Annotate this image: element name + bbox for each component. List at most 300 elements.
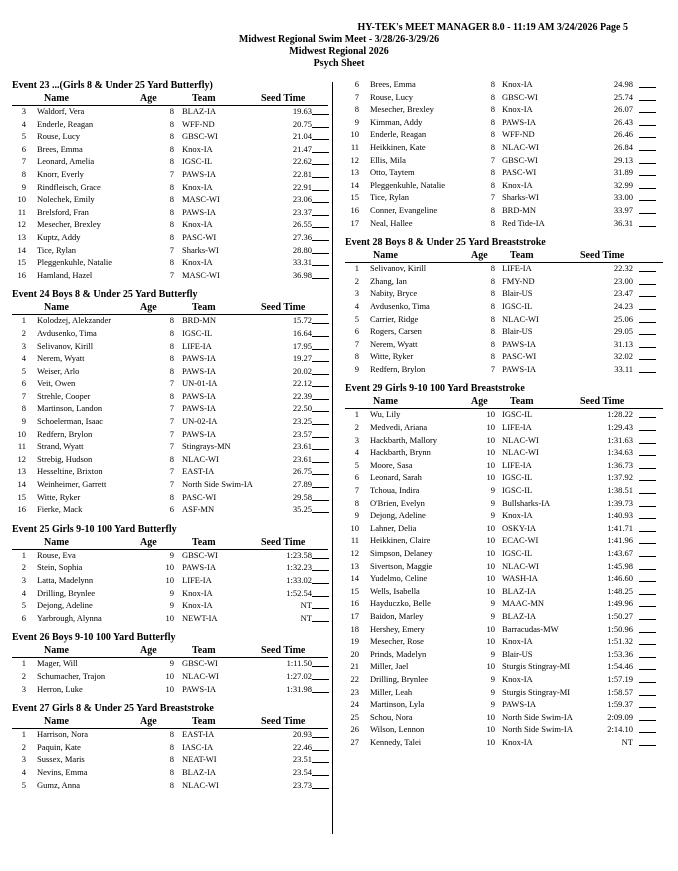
entry-name: Yudelmo, Celine: [370, 573, 428, 584]
entry-row: [345, 275, 663, 288]
entry-rank: 12: [17, 219, 26, 230]
entry-age: 8: [169, 181, 174, 192]
entry-rank: 1: [354, 409, 359, 420]
entry-team: Blair-US: [502, 648, 533, 659]
entry-name: Otto, Taytem: [370, 167, 415, 178]
result-blank-line: [639, 175, 656, 176]
entry-name: Selivanov, Kirill: [37, 340, 94, 351]
entry-rank: 13: [17, 231, 26, 242]
entry-row: [12, 415, 328, 428]
result-blank-line: [312, 621, 329, 622]
entry-name: Dejong, Adeline: [37, 600, 93, 611]
entry-rank: 6: [354, 326, 359, 337]
entry-name: Drilling, Brynlee: [370, 673, 429, 684]
column-header-row: [12, 645, 328, 657]
entry-name: Rouse, Eva: [37, 549, 76, 560]
entry-age: 8: [490, 351, 495, 362]
entry-team: Knox-IA: [502, 673, 533, 684]
column-header-row: [12, 302, 328, 314]
result-blank-line: [312, 411, 329, 412]
entry-team: Knox-IA: [182, 181, 213, 192]
event-title: Event 25 Girls 9-10 100 Yard Butterfly: [12, 523, 177, 535]
entry-age: 7: [169, 479, 174, 490]
result-blank-line: [312, 775, 329, 776]
seed-time-header: Seed Time: [261, 645, 306, 657]
entry-age: 8: [169, 327, 174, 338]
result-blank-line: [312, 114, 329, 115]
entry-age: 9: [490, 598, 495, 609]
entry-rank: 16: [17, 504, 26, 515]
entry-age: 8: [169, 491, 174, 502]
entry-name: Paquin, Kate: [37, 741, 81, 752]
entry-row: [345, 78, 663, 91]
result-blank-line: [639, 87, 656, 88]
entry-row: [345, 91, 663, 104]
entry-rank: 5: [354, 313, 359, 324]
entry-row: [345, 179, 663, 192]
entry-seed-time: 15.72: [292, 315, 312, 326]
result-blank-line: [312, 265, 329, 266]
entry-team: IGSC-IL: [502, 409, 533, 420]
result-blank-line: [639, 745, 656, 746]
entry-name: Hayduczko, Belle: [370, 598, 431, 609]
entry-rank: 25: [350, 711, 359, 722]
entry-rank: 20: [350, 648, 359, 659]
entry-row: [12, 130, 328, 143]
entry-name: Avdusenko, Tima: [37, 327, 97, 338]
entry-rank: 3: [21, 683, 26, 694]
entry-rank: 15: [17, 257, 26, 268]
entry-rank: 8: [354, 497, 359, 508]
result-blank-line: [312, 278, 329, 279]
entry-name: Witte, Ryker: [370, 351, 414, 362]
entry-row: [345, 560, 663, 573]
entry-team: PAWS-IA: [182, 428, 216, 439]
entry-age: 7: [490, 154, 495, 165]
entry-team: WFF-ND: [182, 118, 215, 129]
entry-rank: 8: [21, 168, 26, 179]
entry-rank: 5: [21, 131, 26, 142]
result-blank-line: [639, 200, 656, 201]
report-title: Psych Sheet: [313, 58, 365, 69]
column-header-row: [345, 396, 663, 408]
entry-rank: 16: [350, 204, 359, 215]
entry-row: [12, 218, 328, 231]
entry-row: [345, 660, 663, 673]
entry-team: PASC-WI: [182, 231, 217, 242]
entry-seed-time: 2:14.10: [607, 724, 633, 735]
entry-seed-time: 1:41.71: [607, 522, 633, 533]
entry-age: 7: [169, 466, 174, 477]
entry-rank: 1: [21, 315, 26, 326]
entry-team: LIFE-IA: [502, 263, 532, 274]
name-header: Name: [373, 396, 398, 408]
entry-team: Red Tide-IA: [502, 217, 545, 228]
result-blank-line: [639, 322, 656, 323]
entry-rank: 7: [21, 390, 26, 401]
entry-seed-time: 33.00: [613, 192, 633, 203]
entry-team: NLAC-WI: [182, 670, 219, 681]
age-header: Age: [140, 645, 157, 657]
entry-row: [345, 471, 663, 484]
entry-rank: 27: [350, 736, 359, 747]
entry-rank: 18: [350, 623, 359, 634]
entry-rank: 3: [21, 340, 26, 351]
entry-seed-time: 24.98: [613, 79, 633, 89]
entry-age: 8: [490, 167, 495, 178]
entry-name: Martinson, Lyla: [370, 699, 425, 710]
entry-row: [12, 465, 328, 478]
entry-seed-time: 23.51: [292, 754, 312, 765]
entry-seed-time: 1:27.02: [286, 670, 312, 681]
entry-rank: 2: [354, 275, 359, 286]
entry-age: 10: [486, 623, 495, 634]
entry-row: [12, 683, 328, 696]
entry-team: Knox-IA: [502, 636, 533, 647]
entry-row: [345, 597, 663, 610]
entry-row: [345, 673, 663, 686]
entry-seed-time: 31.89: [613, 167, 633, 178]
entry-rank: 14: [17, 479, 26, 490]
entry-team: IGSC-IL: [502, 472, 533, 483]
age-header: Age: [140, 536, 157, 548]
entry-rank: 22: [350, 673, 359, 684]
entry-age: 9: [490, 673, 495, 684]
entry-name: Conner, Evangeline: [370, 204, 438, 215]
entry-seed-time: 1:34.63: [607, 447, 633, 458]
entry-rank: 2: [21, 327, 26, 338]
result-blank-line: [639, 455, 656, 456]
entry-rank: 14: [350, 573, 359, 584]
result-blank-line: [639, 606, 656, 607]
result-blank-line: [312, 462, 329, 463]
result-blank-line: [639, 732, 656, 733]
result-blank-line: [639, 493, 656, 494]
entry-name: Kennedy, Talei: [370, 736, 422, 747]
entry-team: FMY-ND: [502, 275, 535, 286]
result-blank-line: [639, 188, 656, 189]
entry-name: Heikkinen, Claire: [370, 535, 431, 546]
entry-seed-time: 20.75: [292, 118, 312, 129]
entry-team: LIFE-IA: [502, 422, 532, 433]
result-blank-line: [312, 190, 329, 191]
entry-age: 10: [165, 562, 174, 573]
entry-row: [12, 105, 328, 118]
team-header: Team: [192, 302, 216, 314]
seed-time-header: Seed Time: [261, 93, 306, 104]
entry-row: [12, 231, 328, 244]
entry-team: Sharks-WI: [182, 244, 219, 255]
entry-team: UN-01-IA: [182, 378, 218, 389]
entry-age: 10: [486, 560, 495, 571]
result-blank-line: [639, 531, 656, 532]
event-title: Event 24 Boys 8 & Under 25 Yard Butterfly: [12, 289, 198, 301]
entry-team: NLAC-WI: [502, 141, 539, 152]
entry-name: Witte, Ryker: [37, 491, 81, 502]
entry-seed-time: 2:09.09: [607, 711, 633, 722]
entry-row: [345, 204, 663, 217]
entry-rank: 6: [21, 612, 26, 623]
entry-row: [345, 572, 663, 585]
event-block: [12, 624, 328, 695]
entry-name: Nerem, Wyatt: [37, 353, 85, 364]
result-blank-line: [312, 227, 329, 228]
entry-seed-time: 33.11: [614, 363, 633, 374]
entry-seed-time: 23.54: [292, 766, 312, 777]
result-blank-line: [639, 417, 656, 418]
entry-row: [345, 350, 663, 363]
result-blank-line: [639, 518, 656, 519]
entry-team: GBSC-WI: [502, 91, 538, 102]
entry-team: PAWS-IA: [182, 403, 216, 414]
entry-rank: 3: [21, 106, 26, 116]
entry-seed-time: 22.62: [292, 156, 312, 167]
entry-row: [345, 534, 663, 547]
entry-team: Knox-IA: [502, 510, 533, 521]
result-blank-line: [639, 430, 656, 431]
entry-row: [345, 300, 663, 313]
entry-age: 10: [486, 661, 495, 672]
entry-team: Sharks-WI: [502, 192, 539, 203]
entry-name: Strehle, Cooper: [37, 390, 91, 401]
entry-age: 8: [169, 754, 174, 765]
entry-seed-time: 23.25: [292, 416, 312, 427]
entry-seed-time: 23.61: [292, 453, 312, 464]
entry-name: Strand, Wyatt: [37, 441, 84, 452]
entry-row: [12, 390, 328, 403]
entry-age: 7: [169, 441, 174, 452]
entry-name: Harrison, Nora: [37, 729, 88, 740]
result-blank-line: [639, 619, 656, 620]
entry-name: Latta, Madelynn: [37, 575, 94, 585]
entry-seed-time: 22.91: [292, 181, 312, 192]
result-blank-line: [312, 177, 329, 178]
entry-rank: 11: [350, 535, 359, 546]
result-blank-line: [312, 500, 329, 501]
entry-row: [12, 352, 328, 365]
entry-name: Neal, Hallee: [370, 217, 413, 228]
result-blank-line: [312, 737, 329, 738]
entry-seed-time: NT: [300, 600, 312, 611]
left-column: [12, 78, 328, 791]
result-blank-line: [312, 570, 329, 571]
entry-team: IGSC-IL: [502, 300, 533, 311]
entry-age: 10: [486, 422, 495, 433]
entry-seed-time: NT: [300, 612, 312, 623]
entry-seed-time: 36.31: [613, 217, 633, 228]
entry-age: 10: [486, 548, 495, 558]
result-blank-line: [639, 556, 656, 557]
entry-rank: 2: [21, 670, 26, 681]
entry-rank: 1: [354, 263, 359, 274]
entry-team: Barracudas-MW: [502, 623, 559, 634]
entry-name: Leonard, Sarah: [370, 472, 422, 483]
entry-row: [345, 262, 663, 275]
entry-age: 10: [165, 670, 174, 681]
result-blank-line: [312, 679, 329, 680]
entry-age: 10: [165, 612, 174, 623]
entry-row: [12, 549, 328, 562]
entry-seed-time: 1:36.73: [607, 459, 633, 470]
result-blank-line: [312, 202, 329, 203]
entry-seed-time: 32.02: [613, 351, 633, 362]
entry-row: [12, 440, 328, 453]
entry-team: PAWS-IA: [182, 168, 216, 179]
entry-name: Gumz, Anna: [37, 779, 80, 790]
entry-row: [12, 168, 328, 181]
result-blank-line: [312, 424, 329, 425]
entry-age: 10: [486, 409, 495, 420]
entry-team: PAWS-IA: [182, 206, 216, 217]
entry-rank: 12: [350, 154, 359, 165]
entry-name: Sussex, Maris: [37, 754, 85, 765]
team-header: Team: [192, 93, 216, 104]
entry-name: Mesecher, Brexley: [370, 104, 434, 115]
event-block: [345, 375, 663, 748]
entry-age: 10: [486, 535, 495, 546]
entry-team: NLAC-WI: [502, 447, 539, 458]
entry-age: 10: [486, 573, 495, 584]
entry-team: PAWS-IA: [182, 683, 216, 694]
entry-row: [345, 128, 663, 141]
entry-age: 8: [169, 118, 174, 129]
event-title: Event 26 Boys 9-10 100 Yard Butterfly: [12, 632, 176, 644]
entry-row: [345, 497, 663, 510]
entry-rank: 15: [350, 192, 359, 203]
entry-age: 8: [169, 257, 174, 268]
entry-name: Wilson, Lennon: [370, 724, 425, 735]
entry-seed-time: 24.23: [613, 300, 633, 311]
entry-row: [12, 503, 328, 516]
entry-rank: 6: [354, 472, 359, 483]
entry-age: 8: [169, 340, 174, 351]
team-header: Team: [192, 645, 216, 657]
result-blank-line: [639, 506, 656, 507]
result-blank-line: [639, 443, 656, 444]
entry-name: Veit, Owen: [37, 378, 76, 389]
entry-seed-time: 16.64: [292, 327, 312, 338]
entry-seed-time: 23.57: [292, 428, 312, 439]
entry-seed-time: 1:39.73: [607, 497, 633, 508]
seed-time-header: Seed Time: [580, 250, 625, 262]
entry-name: Kuptz, Addy: [37, 231, 81, 242]
entry-seed-time: 22.81: [292, 168, 312, 179]
entry-age: 8: [490, 116, 495, 127]
entry-team: ECAC-WI: [502, 535, 539, 546]
entry-age: 9: [490, 686, 495, 697]
entry-rank: 8: [354, 104, 359, 115]
team-header: Team: [192, 716, 216, 728]
entry-seed-time: 22.32: [613, 263, 633, 274]
entry-seed-time: NT: [621, 736, 633, 747]
entry-seed-time: 26.07: [613, 104, 633, 115]
entry-age: 9: [490, 510, 495, 521]
entry-age: 10: [486, 447, 495, 458]
entry-seed-time: 21.47: [292, 143, 312, 154]
entry-row: [12, 741, 328, 754]
entry-age: 7: [169, 416, 174, 427]
entry-row: [345, 736, 663, 749]
entry-seed-time: 1:28.22: [607, 409, 633, 420]
entry-name: Nevins, Emma: [37, 766, 88, 777]
entry-row: [12, 155, 328, 168]
entry-rank: 3: [354, 288, 359, 299]
entry-age: 8: [169, 131, 174, 142]
entry-row: [12, 365, 328, 378]
result-blank-line: [639, 334, 656, 335]
result-blank-line: [639, 480, 656, 481]
entry-team: BLAZ-IA: [502, 585, 536, 596]
entry-rank: 16: [350, 598, 359, 609]
entry-row: [345, 421, 663, 434]
result-blank-line: [639, 669, 656, 670]
entry-name: Moore, Sasa: [370, 459, 413, 470]
entry-rank: 9: [21, 181, 26, 192]
entry-name: Kolodzej, Alekzander: [37, 315, 112, 326]
entry-team: NEAT-WI: [182, 754, 217, 765]
entry-name: Zhang, Ian: [370, 275, 407, 286]
entry-age: 8: [490, 179, 495, 190]
entry-rank: 2: [354, 422, 359, 433]
result-blank-line: [312, 512, 329, 513]
entry-rank: 7: [354, 91, 359, 102]
entry-row: [12, 753, 328, 766]
entry-seed-time: 26.43: [613, 116, 633, 127]
report-header: [0, 0, 678, 70]
entry-rank: 10: [17, 428, 26, 439]
entry-team: Knox-IA: [502, 736, 533, 747]
entry-seed-time: 28.80: [292, 244, 312, 255]
age-header: Age: [471, 250, 488, 262]
entry-row: [12, 377, 328, 390]
entry-team: BRD-MN: [182, 315, 217, 326]
entry-name: Pleggenkuhle, Natalie: [37, 257, 113, 268]
entry-seed-time: 23.00: [613, 275, 633, 286]
result-blank-line: [312, 437, 329, 438]
entry-age: 8: [169, 729, 174, 740]
entry-name: Brees, Emma: [370, 79, 416, 89]
entry-team: IASC-IA: [182, 741, 214, 752]
entry-seed-time: 21.04: [292, 131, 312, 142]
entry-name: Redfern, Brylon: [37, 428, 93, 439]
entry-rank: 17: [350, 217, 359, 228]
entry-seed-time: 1:58.57: [607, 686, 633, 697]
entry-team: PAWS-IA: [502, 699, 536, 710]
entry-seed-time: 1:54.46: [607, 661, 633, 672]
entry-age: 8: [169, 156, 174, 167]
age-header: Age: [140, 716, 157, 728]
event-block: [12, 78, 328, 281]
entry-row: [345, 116, 663, 129]
entry-row: [12, 453, 328, 466]
entry-rank: 10: [350, 522, 359, 533]
entry-name: Hamland, Hazel: [37, 269, 93, 280]
entry-age: 7: [169, 269, 174, 280]
result-blank-line: [639, 163, 656, 164]
entry-row: [12, 256, 328, 269]
entry-row: [12, 340, 328, 353]
entry-name: Fierke, Mack: [37, 504, 83, 515]
entry-seed-time: 1:53.36: [607, 648, 633, 659]
result-blank-line: [639, 581, 656, 582]
entry-row: [12, 118, 328, 131]
result-blank-line: [639, 100, 656, 101]
team-header: Team: [192, 536, 216, 548]
seed-time-header: Seed Time: [261, 536, 306, 548]
entry-seed-time: 1:50.96: [607, 623, 633, 634]
entry-team: MASC-WI: [182, 269, 220, 280]
result-blank-line: [639, 284, 656, 285]
